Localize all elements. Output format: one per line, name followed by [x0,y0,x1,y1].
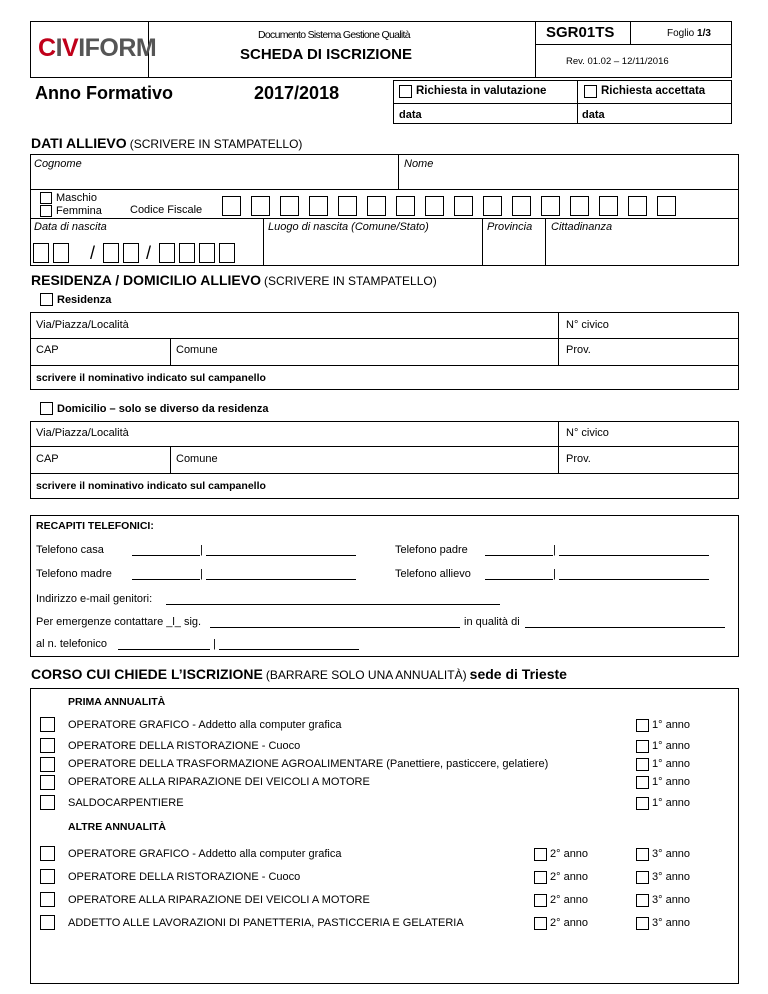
course-label: OPERATORE ALLA RIPARAZIONE DEI VEICOLI A MOTORE [68,776,370,788]
course-label: OPERATORE DELLA RISTORAZIONE - Cuoco [68,740,301,752]
comune-label: Comune [176,453,218,465]
phones-box [30,515,739,657]
course-heading-note: (BARRARE SOLO UNA ANNUALITÀ) [265,668,467,682]
tax-code-cell[interactable] [454,196,473,216]
course-checkbox[interactable] [40,738,55,753]
year-checkbox[interactable] [636,758,649,771]
student-heading-note: (SCRIVERE IN STAMPATELLO) [129,137,303,151]
tax-code-cell[interactable] [425,196,444,216]
page-indicator [667,28,711,39]
date-cell[interactable] [159,243,175,263]
student-phone-label: Telefono allievo [395,568,471,580]
date-cell[interactable] [219,243,235,263]
residence-heading-text: RESIDENZA / DOMICILIO ALLIEVO [31,272,261,288]
tax-code-cell[interactable] [280,196,299,216]
role-field[interactable] [525,616,725,628]
accepted-date-label: data [582,109,605,121]
year-label: 1° anno [652,758,691,770]
year-label: 1° anno [652,797,691,809]
course-checkbox[interactable] [40,757,55,772]
year-label: 2° anno [550,894,589,906]
other-years-heading: ALTRE ANNUALITÀ [68,821,166,833]
father-phone-field[interactable] [485,544,709,556]
year-label: 3° anno [652,848,691,860]
birth-place-label: Luogo di nascita (Comune/Stato) [268,221,429,233]
year-label: 1° anno [652,740,691,752]
course-location: sede di Trieste [469,666,567,682]
street-label: Via/Piazza/Località [36,427,129,439]
year-checkbox[interactable] [636,871,649,884]
prov-label: Prov. [566,453,591,465]
logo: CIVIFORM [38,34,157,62]
phone-sep: | [200,568,203,580]
course-label: ADDETTO ALLE LAVORAZIONI DI PANETTERIA, PASTICCERIA E GELATERIA [68,917,464,929]
date-cell[interactable] [33,243,49,263]
student-divider [545,218,546,266]
course-checkbox[interactable] [40,869,55,884]
date-cell[interactable] [123,243,139,263]
male-checkbox[interactable] [40,192,52,204]
course-label: OPERATORE ALLA RIPARAZIONE DEI VEICOLI A MOTORE [68,894,370,906]
comune-label: Comune [176,344,218,356]
domicile-divider [170,446,171,473]
phone-sep: | [553,544,556,556]
tax-code-cell[interactable] [338,196,357,216]
residence-divider [170,338,171,365]
course-label: OPERATORE GRAFICO - Addetto alla computer grafica [68,848,342,860]
mother-phone-field[interactable] [132,568,356,580]
tax-code-cell[interactable] [657,196,676,216]
emergency-contact-field[interactable] [210,616,460,628]
student-divider [30,189,739,190]
course-label: SALDOCARPENTIERE [68,797,184,809]
year-checkbox[interactable] [534,894,547,907]
first-year-heading: PRIMA ANNUALITÀ [68,696,166,708]
residence-divider [30,365,739,366]
date-cell[interactable] [179,243,195,263]
tax-code-label: Codice Fiscale [130,204,203,216]
year-label: 2° anno [550,848,589,860]
year-checkbox[interactable] [534,848,547,861]
cap-label: CAP [36,344,59,356]
student-divider [263,218,264,266]
year-label: 3° anno [652,894,691,906]
tax-code-cell[interactable] [251,196,270,216]
province-label: Provincia [487,221,533,233]
female-label: Femmina [56,205,102,217]
surname-label: Cognome [34,158,82,170]
course-checkbox[interactable] [40,915,55,930]
status-divider [393,103,732,104]
phone-sep: | [200,544,203,556]
tax-code-cell[interactable] [541,196,560,216]
course-checkbox[interactable] [40,795,55,810]
date-cell[interactable] [53,243,69,263]
domicile-label: Domicilio – solo se diverso da residenza [57,403,269,415]
father-phone-label: Telefono padre [395,544,468,556]
domicile-checkbox[interactable] [40,402,53,415]
street-label: Via/Piazza/Località [36,319,129,331]
tax-code-cell[interactable] [628,196,647,216]
tax-code-cell[interactable] [512,196,531,216]
cap-label: CAP [36,453,59,465]
female-checkbox[interactable] [40,205,52,217]
domicile-divider [30,473,739,474]
citizenship-label: Cittadinanza [551,221,613,233]
domicile-divider [30,446,739,447]
phone-sep: | [553,568,556,580]
year-label: 1° anno [652,719,691,731]
status-eval-checkbox[interactable] [399,85,412,98]
name-label: Nome [404,158,434,170]
residence-divider [30,338,739,339]
eval-date-label: data [399,109,422,121]
course-label: OPERATORE DELLA RISTORAZIONE - Cuoco [68,871,301,883]
year-label: 2° anno [550,917,589,929]
revision-label: Rev. 01.02 – 12/11/2016 [566,56,669,67]
emergency-phone-label: al n. telefonico [36,638,107,650]
status-eval-label: Richiesta in valutazione [416,85,547,97]
date-cell[interactable] [199,243,215,263]
course-checkbox[interactable] [40,846,55,861]
course-heading [31,666,567,682]
tax-code-cell[interactable] [570,196,589,216]
year-checkbox[interactable] [534,871,547,884]
year-label: 3° anno [652,917,691,929]
student-phone-field[interactable] [485,568,709,580]
doorbell-label: scrivere il nominativo indicato sul campanello [36,480,266,492]
year-label: 3° anno [652,871,691,883]
year-checkbox[interactable] [636,917,649,930]
student-divider [30,218,739,219]
emergency-label: Per emergenze contattare _l_ sig. [36,616,202,628]
year-checkbox[interactable] [636,848,649,861]
status-accepted-checkbox[interactable] [584,85,597,98]
emergency-phone-field[interactable] [118,638,359,650]
tax-code-cell[interactable] [396,196,415,216]
birth-date-label: Data di nascita [34,221,107,233]
doc-code: SGR01TS [546,24,615,41]
residence-heading-note: (SCRIVERE IN STAMPATELLO) [264,274,437,288]
tax-code-cell[interactable] [309,196,328,216]
male-label: Maschio [56,192,97,204]
student-heading [31,135,302,151]
course-checkbox[interactable] [40,892,55,907]
student-divider [482,218,483,266]
date-cell[interactable] [103,243,119,263]
tax-code-cell[interactable] [367,196,386,216]
year-checkbox[interactable] [636,740,649,753]
year-label: 2° anno [550,871,589,883]
email-field[interactable] [166,593,500,605]
phones-heading: RECAPITI TELEFONICI: [36,520,154,532]
year-label: 1° anno [652,776,691,788]
civic-label: N° civico [566,319,609,331]
residence-divider [558,312,559,365]
course-box [30,688,739,984]
domicile-divider [558,421,559,473]
year-checkbox[interactable] [636,719,649,732]
header-divider [535,21,536,78]
residence-checkbox[interactable] [40,293,53,306]
course-label: OPERATORE DELLA TRASFORMAZIONE AGROALIMENTARE (Panettiere, pasticcere, gelatiere) [68,758,549,770]
residence-label: Residenza [57,294,112,306]
civic-label: N° civico [566,427,609,439]
year-checkbox[interactable] [636,776,649,789]
page-number: 1/3 [697,28,711,39]
header-divider [630,21,631,44]
mother-phone-label: Telefono madre [36,568,112,580]
role-label: in qualità di [464,616,520,628]
prov-label: Prov. [566,344,591,356]
status-divider [577,80,578,124]
course-heading-text: CORSO CUI CHIEDE L’ISCRIZIONE [31,666,263,682]
status-accepted-label: Richiesta accettata [601,85,706,97]
home-phone-label: Telefono casa [36,544,104,556]
page-label: Foglio [667,28,695,39]
residence-heading [31,272,437,288]
tax-code-cell[interactable] [599,196,618,216]
year-checkbox[interactable] [636,894,649,907]
student-heading-text: DATI ALLIEVO [31,135,127,151]
student-divider [398,154,399,189]
course-checkbox[interactable] [40,717,55,732]
date-slash: / [146,243,152,263]
date-slash: / [90,243,96,263]
home-phone-field[interactable] [132,544,356,556]
phone-sep: | [213,638,216,650]
tax-code-cell[interactable] [483,196,502,216]
form-title: SCHEDA DI ISCRIZIONE [240,46,412,63]
course-label: OPERATORE GRAFICO - Addetto alla computer grafica [68,719,342,731]
email-label: Indirizzo e-mail genitori: [36,593,153,605]
academic-year-value: 2017/2018 [254,83,340,103]
year-checkbox[interactable] [636,797,649,810]
doorbell-label: scrivere il nominativo indicato sul campanello [36,372,266,384]
year-checkbox[interactable] [534,917,547,930]
header-divider [535,44,732,45]
tax-code-cell[interactable] [222,196,241,216]
academic-year-label: Anno Formativo [35,83,173,103]
doc-system-label: Documento Sistema Gestione Qualità [258,29,410,41]
course-checkbox[interactable] [40,775,55,790]
